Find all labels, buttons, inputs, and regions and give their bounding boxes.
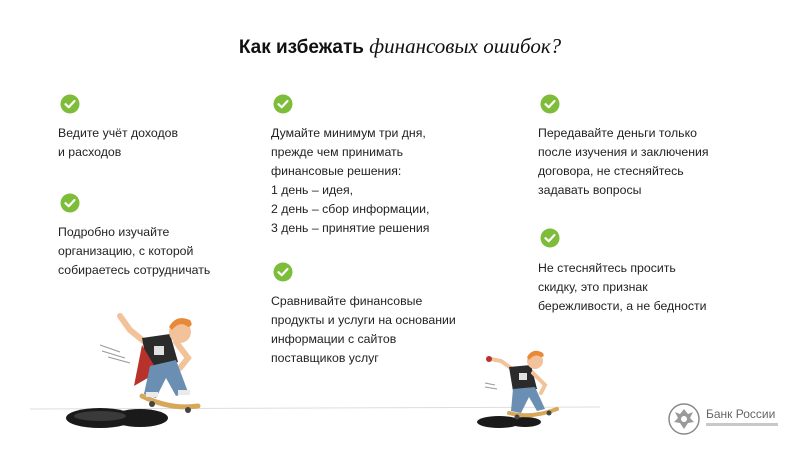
tip-ask-discount xyxy=(538,259,707,316)
skater-right-illustration xyxy=(465,345,575,435)
tip-line: Сравнивайте финансовые xyxy=(271,294,423,308)
tip-line: Ведите учёт доходов xyxy=(58,126,179,140)
check-icon xyxy=(540,94,560,114)
tip-line: финансовые решения: xyxy=(271,164,402,178)
tip-line: продукты и услуги на основании xyxy=(271,313,456,327)
tip-line: прежде чем принимать xyxy=(271,145,404,159)
tip-study-organization xyxy=(58,223,210,280)
check-icon xyxy=(273,262,293,282)
check-icon xyxy=(60,193,80,213)
slide-title xyxy=(0,34,800,59)
check-icon xyxy=(540,228,560,248)
bank-of-russia-emblem-icon xyxy=(667,402,701,436)
tip-line: 2 день – сбор информации, xyxy=(271,202,430,216)
tip-line: 3 день – принятие решения xyxy=(271,221,430,235)
tip-line: после изучения и заключения xyxy=(538,145,709,159)
tip-line: 1 день – идея, xyxy=(271,183,354,197)
bank-name: Банк России xyxy=(706,407,776,421)
tip-line: собираетесь сотрудничать xyxy=(58,263,211,277)
tip-line: Передавайте деньги только xyxy=(538,126,697,140)
tip-line: бережливости, а не бедности xyxy=(538,299,707,313)
tip-line: Не стесняйтесь просить xyxy=(538,261,676,275)
title-emphasis: финансовых ошибок? xyxy=(369,34,562,58)
tip-income-tracking xyxy=(58,124,178,162)
check-icon xyxy=(60,94,80,114)
tip-three-days xyxy=(271,124,429,238)
tip-line: Думайте минимум три дня, xyxy=(271,126,426,140)
tip-line: скидку, это признак xyxy=(538,280,648,294)
tip-compare-products xyxy=(271,292,456,368)
check-icon xyxy=(273,94,293,114)
tip-line: информации с сайтов xyxy=(271,332,397,346)
tip-line: задавать вопросы xyxy=(538,183,642,197)
title-main: Как избежать xyxy=(238,37,364,58)
tip-line: Подробно изучайте xyxy=(58,225,170,239)
tip-transfer-money xyxy=(538,124,709,200)
tip-line: договора, не стесняйтесь xyxy=(538,164,684,178)
tip-line: организацию, с которой xyxy=(58,244,194,258)
bank-subtitle-line xyxy=(706,423,778,426)
tip-line: поставщиков услуг xyxy=(271,351,379,365)
tip-line: и расходов xyxy=(58,145,122,159)
skater-left-illustration xyxy=(30,300,210,440)
